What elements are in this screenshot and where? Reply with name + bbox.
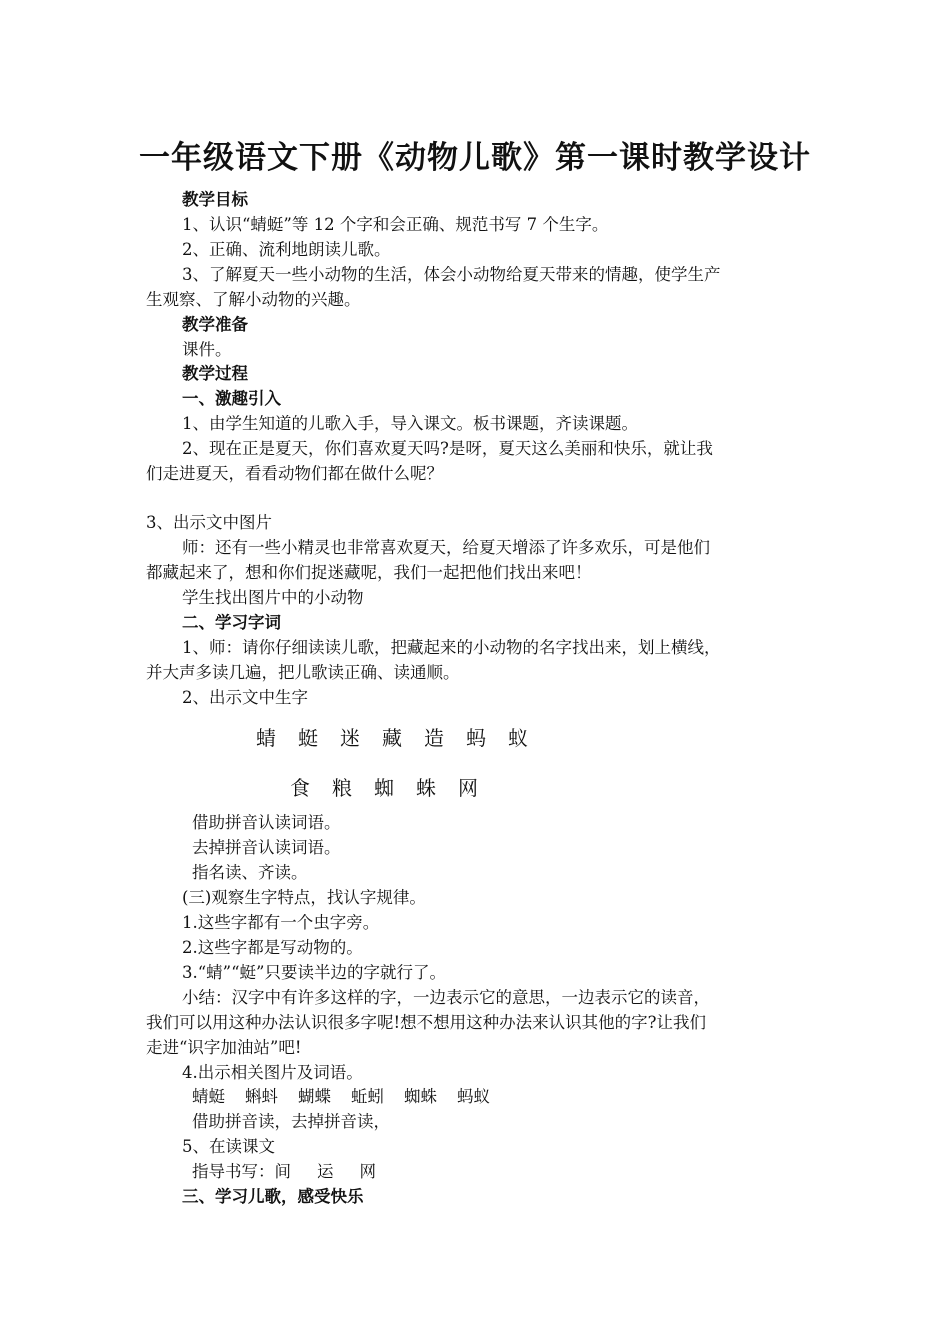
- read-step-1: 借助拼音认读词语。: [192, 813, 341, 832]
- section-2-line-2: 并大声多读几遍，把儿歌读正确、读通顺。: [146, 663, 460, 682]
- document-title: 一年级语文下册《动物儿歌》第一课时教学设计: [139, 140, 811, 176]
- character: 迷: [340, 726, 360, 750]
- new-characters-row-1: [256, 722, 550, 751]
- related-words: [192, 1085, 852, 1110]
- character: 蚁: [508, 726, 528, 750]
- new-characters-row-2: [290, 772, 500, 801]
- process-heading: 教学过程: [182, 364, 248, 383]
- prep-heading: 教学准备: [182, 315, 248, 334]
- word: 蝌蚪: [245, 1087, 278, 1106]
- objective-3: 3、了解夏天一些小动物的生活，体会小动物给夏天带来的情趣，使学生产: [182, 265, 721, 284]
- section-2-heading: 二、学习字词: [182, 613, 281, 632]
- character: 蜘: [374, 776, 394, 800]
- teacher-line-1: 师：还有一些小精灵也非常喜欢夏天，给夏天增添了许多欢乐，可是他们: [182, 538, 710, 557]
- prep-text: 课件。: [182, 340, 232, 359]
- character: 蚂: [466, 726, 486, 750]
- summary-line-1: 小结：汉字中有许多这样的字，一边表示它的意思，一边表示它的读音，: [182, 988, 710, 1007]
- character: 蛛: [416, 776, 436, 800]
- teacher-line-2: 都藏起来了，想和你们捉迷藏呢，我们一起把他们找出来吧！: [146, 563, 592, 582]
- section-3-heading: 三、学习儿歌，感受快乐: [182, 1187, 364, 1206]
- character: 造: [424, 726, 444, 750]
- item-4: 4.出示相关图片及词语。: [182, 1063, 363, 1082]
- observe-heading: (三)观察生字特点，找认字规律。: [182, 888, 426, 907]
- writing-char: 网: [359, 1162, 376, 1181]
- observe-item-1: 1.这些字都有一个虫字旁。: [182, 913, 380, 932]
- word: 蚯蚓: [351, 1087, 384, 1106]
- objective-3-cont: 生观察、了解小动物的兴趣。: [146, 290, 361, 309]
- objective-2: 2、正确、流利地朗读儿歌。: [182, 240, 391, 259]
- section-1-heading: 一、激趣引入: [182, 389, 281, 408]
- summary-line-2: 我们可以用这种办法认识很多字呢!想不想用这种办法来认识其他的字?让我们: [146, 1013, 706, 1032]
- item-5: 5、在读课文: [182, 1137, 275, 1156]
- observe-item-2: 2.这些字都是写动物的。: [182, 938, 363, 957]
- character: 藏: [382, 726, 402, 750]
- character: 网: [458, 776, 478, 800]
- section-2-line-3: 2、出示文中生字: [182, 688, 308, 707]
- students-line: 学生找出图片中的小动物: [182, 588, 364, 607]
- word: 蝴蝶: [298, 1087, 331, 1106]
- character: 蜓: [298, 726, 318, 750]
- summary-line-3: 走进“识字加油站”吧!: [146, 1038, 302, 1057]
- section-2-line-1: 1、师：请你仔细读读儿歌，把藏起来的小动物的名字找出来，划上横线，: [182, 638, 721, 657]
- writing-char: 间: [274, 1162, 291, 1181]
- word: 蚂蚁: [457, 1087, 490, 1106]
- observe-item-3: 3.“蜻”“蜓”只要读半边的字就行了。: [182, 963, 446, 982]
- section-1-line-3: 们走进夏天，看看动物们都在做什么呢？: [146, 464, 443, 483]
- character: 蜻: [256, 726, 276, 750]
- writing-char: 运: [317, 1162, 334, 1181]
- writing-label: 指导书写：: [192, 1162, 275, 1181]
- character: 食: [290, 776, 310, 800]
- read-step-3: 指名读、齐读。: [192, 863, 308, 882]
- pinyin-read-line: 借助拼音读，去掉拼音读，: [192, 1112, 390, 1131]
- objective-1: 1、认识“蜻蜓”等 12 个字和会正确、规范书写 7 个生字。: [182, 215, 609, 234]
- section-1-line-1: 1、由学生知道的儿歌入手，导入课文。板书课题，齐读课题。: [182, 414, 638, 433]
- word: 蜻蜓: [192, 1087, 225, 1106]
- word: 蜘蛛: [404, 1087, 437, 1106]
- character: 粮: [332, 776, 352, 800]
- writing-guide: [192, 1160, 852, 1185]
- read-step-2: 去掉拼音认读词语。: [192, 838, 341, 857]
- objectives-heading: 教学目标: [182, 190, 248, 209]
- section-1-line-2: 2、现在正是夏天，你们喜欢夏天吗?是呀，夏天这么美丽和快乐，就让我: [182, 439, 713, 458]
- section-1-item-3: 3、出示文中图片: [146, 513, 272, 532]
